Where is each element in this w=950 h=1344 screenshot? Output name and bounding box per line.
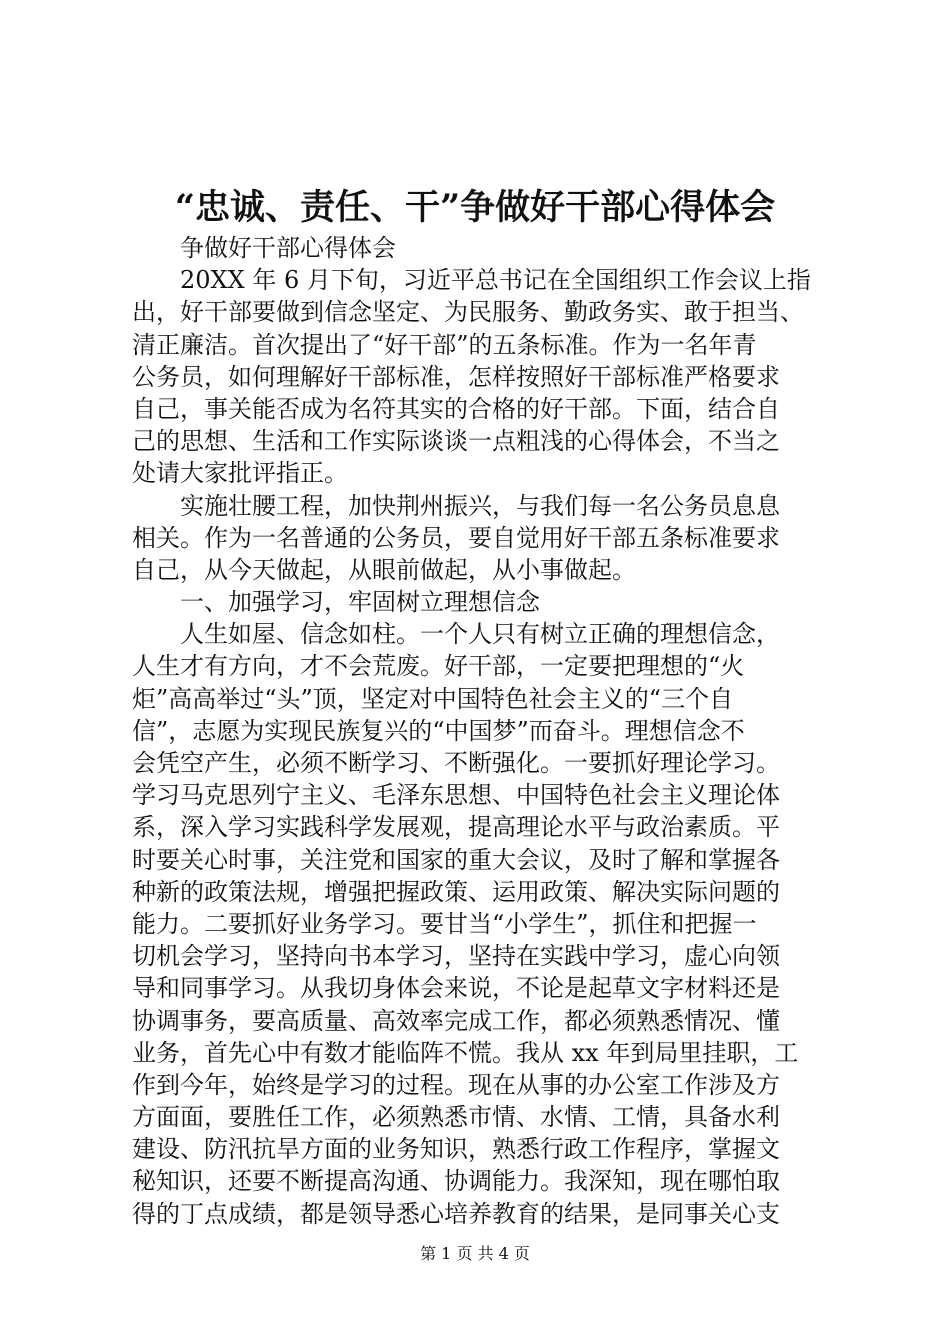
paragraph-line: 出，好干部要做到信念坚定、为民服务、勤政务实、敢于担当、 [132, 298, 804, 327]
paragraph-line: 20XX 年 6 月下旬，习近平总书记在全国组织工作会议上指 [132, 266, 811, 295]
paragraph-line: 相关。作为一名普通的公务员，要自觉用好干部五条标准要求 [132, 523, 780, 552]
paragraph-line: 己的思想、生活和工作实际谈谈一点粗浅的心得体会，不当之 [132, 427, 780, 456]
paragraph-line: 炬”高高举过“头”顶，坚定对中国特色社会主义的“三个自 [132, 684, 734, 713]
section-heading: 一、加强学习，牢固树立理想信念 [132, 588, 540, 617]
paragraph-line: 自己，事关能否成为名符其实的合格的好干部。下面，结合自 [132, 394, 780, 423]
paragraph-line: 公务员，如何理解好干部标准，怎样按照好干部标准严格要求 [132, 362, 780, 391]
paragraph-line: 协调事务，要高质量、高效率完成工作，都必须熟悉情况、懂 [132, 1006, 780, 1035]
paragraph-line: 导和同事学习。从我切身体会来说，不论是起草文字材料还是 [132, 974, 780, 1003]
paragraph-line: 实施壮腰工程，加快荆州振兴，与我们每一名公务员息息 [132, 491, 780, 520]
paragraph-line: 人生如屋、信念如柱。一个人只有树立正确的理想信念， [132, 620, 780, 649]
document-title: “忠诚、责任、干”争做好干部心得体会 [174, 187, 776, 228]
paragraph-line: 人生才有方向，才不会荒废。好干部，一定要把理想的“火 [132, 652, 745, 681]
paragraph-line: 能力。二要抓好业务学习。要甘当“小学生”，抓住和把握一 [132, 909, 757, 938]
paragraph-line: 争做好干部心得体会 [132, 234, 396, 262]
document-body [132, 232, 840, 1230]
paragraph-line: 建设、防汛抗旱方面的业务知识，熟悉行政工作程序，掌握文 [132, 1135, 780, 1164]
paragraph-line: 切机会学习，坚持向书本学习，坚持在实践中学习，虚心向领 [132, 942, 780, 971]
paragraph-line: 得的丁点成绩，都是领导悉心培养教育的结果，是同事关心支 [132, 1199, 780, 1228]
paragraph-line: 种新的政策法规，增强把握政策、运用政策、解决实际问题的 [132, 877, 780, 906]
paragraph-line: 系，深入学习实践科学发展观，提高理论水平与政治素质。平 [132, 813, 780, 842]
paragraph-line: 业务，首先心中有数才能临阵不慌。我从 xx 年到局里挂职，工 [132, 1038, 799, 1067]
paragraph-line: 会凭空产生，必须不断学习、不断强化。一要抓好理论学习。 [132, 749, 780, 777]
paragraph-line: 自己，从今天做起，从眼前做起，从小事做起。 [132, 555, 636, 584]
paragraph-line: 清正廉洁。首次提出了“好干部”的五条标准。作为一名年青 [132, 330, 757, 359]
paragraph-line: 处请大家批评指正。 [132, 459, 348, 488]
page-number-footer: 第 1 页 共 4 页 [420, 1244, 530, 1263]
paragraph-line: 信”，志愿为实现民族复兴的“中国梦”而奋斗。理想信念不 [132, 716, 745, 745]
paragraph-line: 学习马克思列宁主义、毛泽东思想、中国特色社会主义理论体 [132, 781, 780, 810]
paragraph-line: 作到今年，始终是学习的过程。现在从事的办公室工作涉及方 [132, 1070, 780, 1099]
paragraph-line: 秘知识，还要不断提高沟通、协调能力。我深知，现在哪怕取 [132, 1167, 780, 1196]
paragraph-line: 方面面，要胜任工作，必须熟悉市情、水情、工情，具备水利 [132, 1103, 780, 1132]
paragraph-line: 时要关心时事，关注党和国家的重大会议，及时了解和掌握各 [132, 845, 780, 874]
